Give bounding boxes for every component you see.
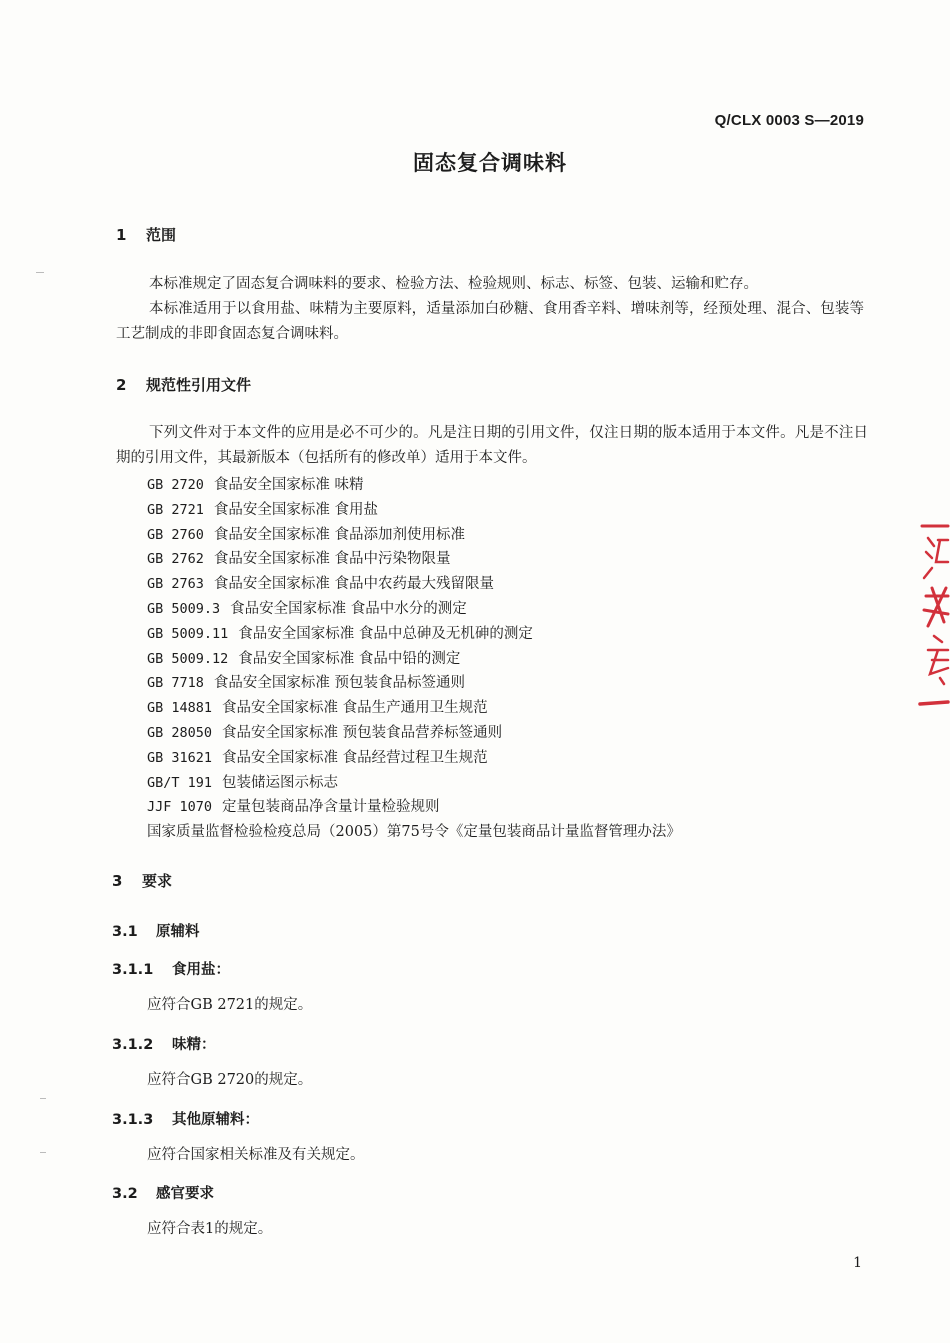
section-3-1-3-text: 应符合国家相关标准及有关规定。: [147, 1147, 365, 1163]
section-number: 3.1.3: [112, 1112, 154, 1128]
standard-code: Q/CLX 0003 S—2019: [714, 112, 864, 129]
section-3-1-2-heading: [112, 1033, 216, 1054]
section-number: 3: [112, 872, 123, 890]
reference-code: GB 2763: [147, 576, 204, 593]
reference-code: GB 31621: [147, 749, 213, 766]
section-number: 2: [116, 376, 127, 394]
reference-item: [147, 771, 338, 792]
section-title: 要求: [142, 872, 173, 890]
reference-item: [147, 547, 451, 568]
document-title: 固态复合调味料: [413, 151, 567, 175]
reference-code: GB 5009.12: [147, 650, 229, 667]
reference-title: 食品安全国家标准 食品经营过程卫生规范: [222, 749, 488, 766]
reference-title: 定量包装商品净含量计量检验规则: [222, 799, 440, 816]
section-title: 范围: [146, 226, 177, 244]
reference-item: [147, 721, 502, 742]
reference-title: 食品安全国家标准 食用盐: [213, 501, 379, 518]
section-1-paragraph-1: 本标准规定了固态复合调味料的要求、检验方法、检验规则、标志、标签、包装、运输和贮存。: [149, 276, 758, 292]
scan-mark: [40, 1152, 46, 1153]
reference-item: [147, 795, 440, 816]
section-3-heading: [112, 870, 172, 891]
section-number: 1: [116, 226, 127, 244]
reference-code: GB/T 191: [147, 774, 213, 791]
reference-item: [147, 746, 488, 767]
reference-item: [147, 696, 488, 717]
reference-title: 食品安全国家标准 预包装食品营养标签通则: [222, 725, 503, 741]
section-number: 3.1.2: [112, 1037, 154, 1053]
section-3-2-text: 应符合表1的规定。: [147, 1221, 273, 1237]
section-3-1-2-text: 应符合GB 2720的规定。: [147, 1072, 313, 1088]
section-2-heading: [116, 374, 251, 395]
section-3-2-heading: [112, 1182, 214, 1203]
section-2-paragraph: 下列文件对于本文件的应用是必不可少的。凡是注日期的引用文件，仅注日期的版本适用于本文件。凡是不注日期的引用文件，其最新版本（包括所有的修改单）适用于本文件。: [116, 425, 868, 466]
reference-code: GB 2762: [147, 551, 204, 568]
reference-last: 国家质量监督检验检疫总局（2005）第75号令《定量包装商品计量监督管理办法》: [147, 824, 681, 840]
section-3-1-1-text: 应符合GB 2721的规定。: [147, 997, 313, 1013]
seal-stamp: [918, 518, 950, 714]
reference-code: GB 2721: [147, 501, 204, 518]
section-3-1-3-heading: [112, 1108, 259, 1129]
reference-code: GB 2720: [147, 477, 204, 493]
reference-item: [147, 622, 533, 643]
page-number: 1: [853, 1255, 862, 1271]
reference-item: [147, 498, 378, 519]
section-title: 其他原辅料：: [172, 1112, 259, 1128]
section-title: 味精：: [172, 1037, 216, 1053]
section-1-paragraph-2: 本标准适用于以食用盐、味精为主要原料，适量添加白砂糖、食用香辛料、增味剂等，经预处理、混合、包装等工艺制成的非即食固态复合调味料。: [116, 301, 864, 342]
reference-title: 食品安全国家标准 食品中铅的测定: [238, 650, 461, 667]
reference-item: [147, 473, 364, 494]
reference-code: GB 2760: [147, 526, 204, 543]
section-3-1-heading: [112, 920, 200, 941]
reference-item: [147, 572, 494, 593]
reference-code: GB 28050: [147, 725, 213, 741]
reference-title: 食品安全国家标准 食品中农药最大残留限量: [213, 576, 495, 593]
reference-title: 食品安全国家标准 食品中总砷及无机砷的测定: [238, 625, 533, 642]
section-1-heading: [116, 224, 176, 245]
reference-code: GB 5009.3: [147, 601, 221, 617]
reference-code: GB 5009.11: [147, 625, 229, 642]
reference-item: [147, 523, 465, 544]
section-number: 3.1: [112, 924, 138, 940]
reference-item: [147, 597, 467, 618]
reference-code: GB 14881: [147, 700, 213, 717]
reference-title: 食品安全国家标准 食品中污染物限量: [213, 551, 451, 568]
section-title: 规范性引用文件: [146, 376, 252, 394]
reference-title: 包装储运图示标志: [222, 774, 339, 791]
section-title: 食用盐：: [172, 962, 230, 978]
reference-code: JJF 1070: [147, 799, 213, 816]
reference-item: [147, 647, 460, 668]
section-number: 3.1.1: [112, 962, 154, 978]
scan-mark: [40, 1098, 46, 1099]
section-3-1-1-heading: [112, 958, 230, 979]
reference-title: 食品安全国家标准 食品中水分的测定: [230, 601, 467, 617]
scan-mark: [36, 272, 44, 273]
reference-code: GB 7718: [147, 675, 204, 692]
reference-item: [147, 671, 465, 692]
reference-title: 食品安全国家标准 食品添加剂使用标准: [213, 526, 466, 543]
section-number: 3.2: [112, 1186, 138, 1202]
reference-title: 食品安全国家标准 食品生产通用卫生规范: [222, 700, 488, 717]
section-title: 感官要求: [156, 1186, 214, 1202]
section-title: 原辅料: [156, 924, 200, 940]
reference-title: 食品安全国家标准 味精: [213, 477, 364, 493]
reference-title: 食品安全国家标准 预包装食品标签通则: [213, 675, 466, 692]
